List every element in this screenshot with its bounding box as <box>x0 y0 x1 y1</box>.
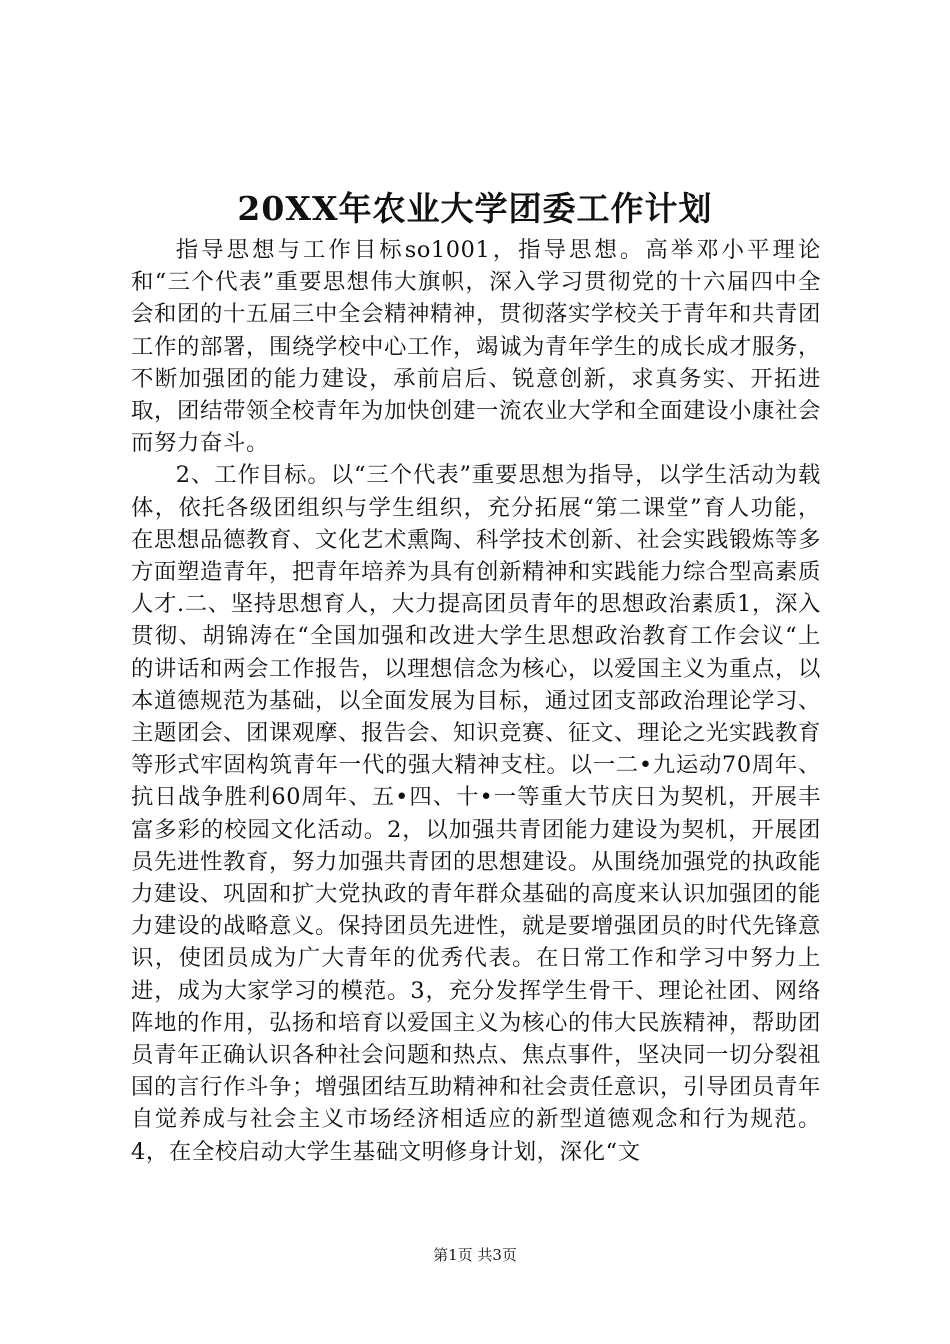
paragraph-guiding-ideology: 指导思想与工作目标so1001，指导思想。高举邓小平理论和“三个代表”重要思想伟大旗帜，深入学习贯彻党的十六届四中全会和团的十五届三中全会精神精神，贯彻落实学校关于青年和共青团工作的部署，围绕学校中心工作，竭诚为青年学生的成长成才服务，不断加强团的能力建设，承前启后、锐意创新，求真务实、开拓进取，团结带领全校青年为加快创建一流农业大学和全面建设小康社会而努力奋斗。 <box>131 237 821 457</box>
document-title: 20XX年农业大学团委工作计划 <box>237 189 713 228</box>
document-body <box>131 234 821 1168</box>
paragraph-work-goals: 2、工作目标。以“三个代表”重要思想为指导，以学生活动为载体，依托各级团组织与学生组织，充分拓展“第二课堂”育人功能，在思想品德教育、文化艺术熏陶、科学技术创新、社会实践锻炼等多方面塑造青年，把青年培养为具有创新精神和实践能力综合型高素质人才.二、坚持思想育人，大力提高团员青年的思想政治素质1，深入贯彻、胡锦涛在“全国加强和改进大学生思想政治教育工作会议“上的讲话和两会工作报告，以理想信念为核心，以爱国主义为重点，以本道德规范为基础，以全面发展为目标，通过团支部政治理论学习、主题团会、团课观摩、报告会、知识竞赛、征文、理论之光实践教育等形式牢固构筑青年一代的强大精神支柱。以一二•九运动70周年、抗日战争胜利60周年、五•四、十•一等重大节庆日为契机，开展丰富多彩的校园文化活动。2，以加强共青团能力建设为契机，开展团员先进性教育，努力加强共青团的思想建设。从围绕加强党的执政能力建设、巩固和扩大党执政的青年群众基础的高度来认识加强团的能力建设的战略意义。保持团员先进性，就是要增强团员的时代先锋意识，使团员成为广大青年的优秀代表。在日常工作和学习中努力上进，成为大家学习的模范。3，充分发挥学生骨干、理论社团、网络阵地的作用，弘扬和培育以爱国主义为核心的伟大民族精神，帮助团员青年正确认识各种社会问题和热点、焦点事件，坚决同一切分裂祖国的言行作斗争；增强团结互助精神和社会责任意识，引导团员青年自觉养成与社会主义市场经济相适应的新型道德观念和行为规范。4，在全校启动大学生基础文明修身计划，深化“文 <box>131 462 821 1165</box>
page-number-footer: 第1页 共3页 <box>433 1246 517 1264</box>
